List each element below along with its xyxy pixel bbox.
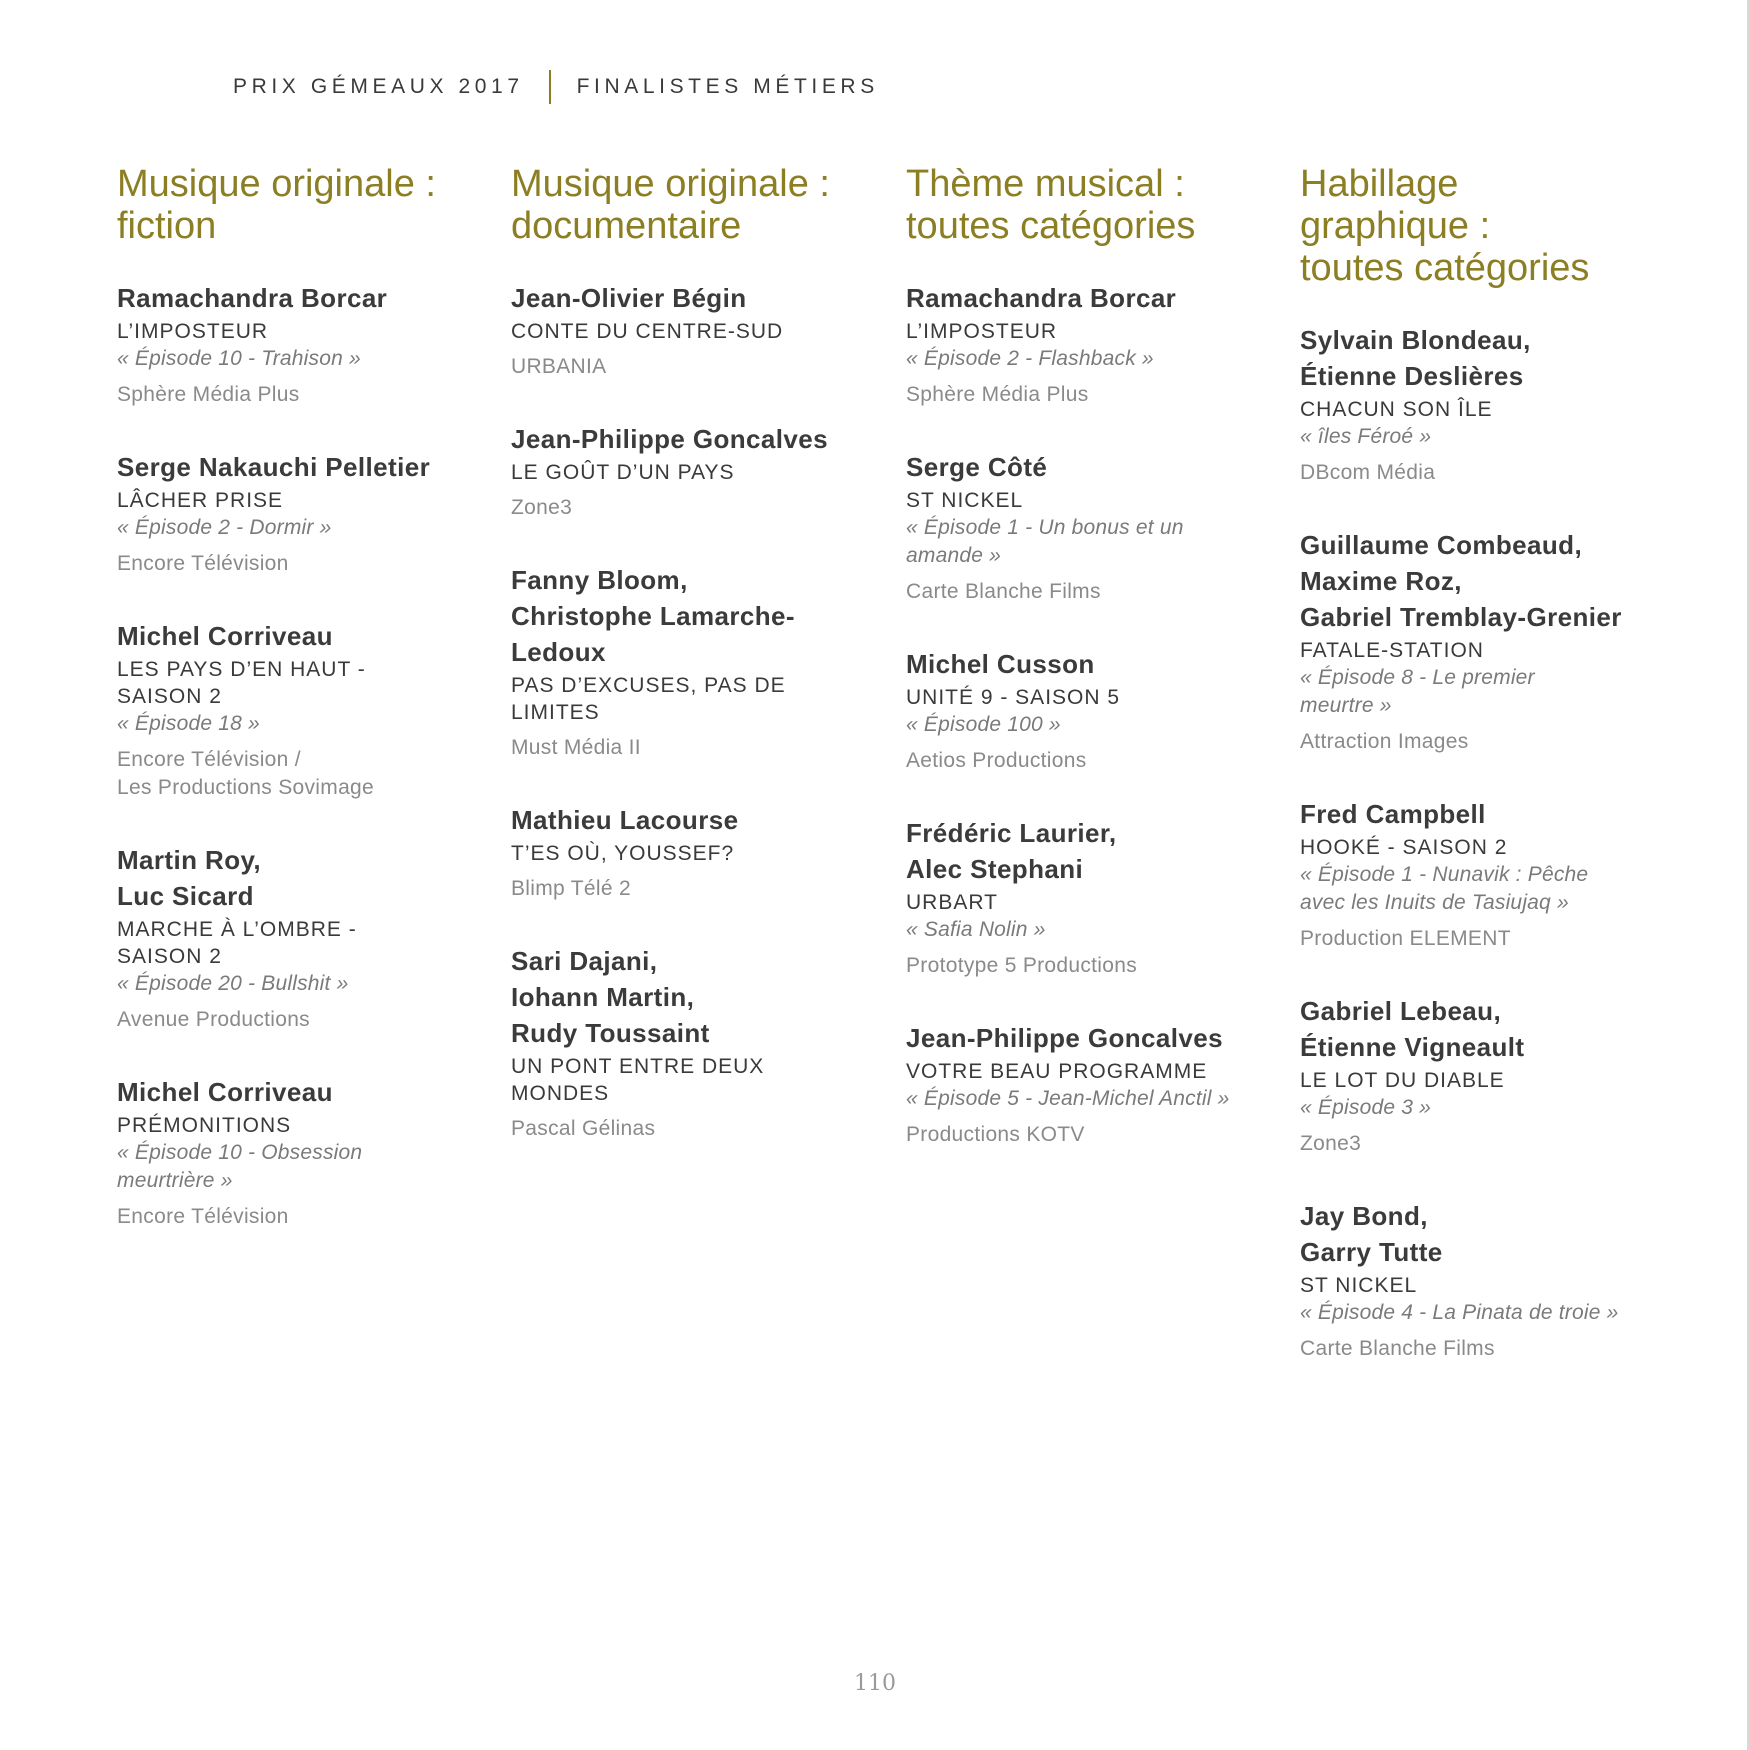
- category-title-line: Habillage: [1300, 163, 1459, 205]
- finalist-name-line: Iohann Martin,: [511, 982, 695, 1012]
- finalist-name: [117, 842, 487, 914]
- finalist-name: [1300, 527, 1670, 635]
- finalist-entry: [906, 815, 1276, 980]
- show-title: [117, 656, 487, 710]
- finalist-name-line: Sari Dajani,: [511, 946, 658, 976]
- finalist-name-line: Christophe Lamarche-: [511, 601, 795, 631]
- show-title-line: CHACUN SON ÎLE: [1300, 398, 1493, 421]
- show-title-line: UNITÉ 9 - SAISON 5: [906, 686, 1121, 709]
- finalist-name: [906, 449, 1276, 485]
- finalist-name-line: Serge Nakauchi Pelletier: [117, 452, 431, 482]
- category-column: [906, 163, 1276, 1189]
- show-title-line: LE LOT DU DIABLE: [1300, 1069, 1505, 1092]
- finalist-entry: [906, 1020, 1276, 1149]
- finalist-entry: [1300, 527, 1670, 756]
- episode-title: [1300, 1299, 1670, 1327]
- finalist-name-line: Michel Corriveau: [117, 621, 333, 651]
- finalist-name: [906, 280, 1276, 316]
- finalist-name: [511, 421, 881, 457]
- show-title-line: HOOKÉ - SAISON 2: [1300, 836, 1508, 859]
- finalist-entry: [117, 1074, 487, 1231]
- header-divider: [549, 70, 551, 104]
- finalist-entry: [1300, 322, 1670, 487]
- show-title-line: UN PONT ENTRE DEUX: [511, 1055, 765, 1078]
- category-title-line: fiction: [117, 205, 217, 247]
- production-company: [1300, 1335, 1670, 1363]
- show-title-line: PRÉMONITIONS: [117, 1114, 292, 1137]
- finalist-name-line: Gabriel Lebeau,: [1300, 996, 1502, 1026]
- finalist-name-line: Luc Sicard: [117, 881, 254, 911]
- show-title: [1300, 1272, 1670, 1299]
- show-title: [117, 916, 487, 970]
- finalist-name-line: Jean-Philippe Goncalves: [511, 424, 828, 454]
- finalist-entry: [1300, 993, 1670, 1158]
- show-title-line: L’IMPOSTEUR: [906, 320, 1058, 343]
- finalist-entry: [511, 802, 881, 903]
- episode-title: [906, 345, 1276, 373]
- production-company: [906, 952, 1276, 980]
- finalist-entry: [511, 280, 881, 381]
- finalist-name-line: Guillaume Combeaud,: [1300, 530, 1583, 560]
- finalist-name-line: Michel Corriveau: [117, 1077, 333, 1107]
- show-title-line: SAISON 2: [117, 685, 222, 708]
- production-company: [117, 746, 487, 802]
- episode-title-line: « Safia Nolin »: [906, 918, 1046, 941]
- show-title: [511, 318, 881, 345]
- category-title: [511, 163, 881, 247]
- episode-title: [1300, 423, 1670, 451]
- category-column: [511, 163, 881, 1183]
- finalist-name-line: Martin Roy,: [117, 845, 262, 875]
- production-company-line: Prototype 5 Productions: [906, 954, 1138, 977]
- show-title-line: ST NICKEL: [906, 489, 1024, 512]
- episode-title-line: « Épisode 10 - Trahison »: [117, 347, 361, 370]
- production-company: [1300, 728, 1670, 756]
- production-company-line: URBANIA: [511, 355, 607, 378]
- episode-title: [117, 514, 487, 542]
- episode-title: [906, 916, 1276, 944]
- category-column: [117, 163, 487, 1271]
- production-company-line: Les Productions Sovimage: [117, 776, 375, 799]
- production-company-line: Carte Blanche Films: [1300, 1337, 1495, 1360]
- episode-title-line: « Épisode 2 - Flashback »: [906, 347, 1154, 370]
- finalist-name-line: Michel Cusson: [906, 649, 1095, 679]
- production-company-line: Aetios Productions: [906, 749, 1087, 772]
- finalist-name: [906, 646, 1276, 682]
- production-company-line: Attraction Images: [1300, 730, 1469, 753]
- show-title-line: MONDES: [511, 1082, 610, 1105]
- finalist-entry: [511, 943, 881, 1143]
- production-company: [511, 353, 881, 381]
- finalist-entry: [906, 449, 1276, 606]
- finalist-name-line: Étienne Deslières: [1300, 361, 1524, 391]
- episode-title-line: avec les Inuits de Tasiujaq »: [1300, 891, 1569, 914]
- episode-title-line: meurtre »: [1300, 694, 1392, 717]
- finalist-name: [511, 943, 881, 1051]
- episode-title-line: meurtrière »: [117, 1169, 233, 1192]
- finalist-name: [511, 562, 881, 670]
- production-company-line: Production ELEMENT: [1300, 927, 1511, 950]
- show-title: [906, 684, 1276, 711]
- finalist-entry: [906, 280, 1276, 409]
- production-company-line: Sphère Média Plus: [117, 383, 300, 406]
- episode-title-line: « Épisode 1 - Nunavik : Pêche: [1300, 863, 1589, 886]
- episode-title: [1300, 1094, 1670, 1122]
- show-title: [511, 840, 881, 867]
- category-title: [1300, 163, 1670, 289]
- finalist-name: [1300, 1198, 1670, 1270]
- category-title-line: Musique originale :: [511, 163, 830, 205]
- show-title: [511, 672, 881, 726]
- episode-title: [117, 970, 487, 998]
- production-company: [511, 1115, 881, 1143]
- production-company-line: Carte Blanche Films: [906, 580, 1101, 603]
- finalist-name: [906, 1020, 1276, 1056]
- finalist-name-line: Jay Bond,: [1300, 1201, 1428, 1231]
- show-title-line: LES PAYS D’EN HAUT -: [117, 658, 366, 681]
- production-company-line: Sphère Média Plus: [906, 383, 1089, 406]
- category-title-line: toutes catégories: [1300, 247, 1590, 289]
- finalist-name: [117, 449, 487, 485]
- category-title-line: documentaire: [511, 205, 742, 247]
- header-section: FINALISTES MÉTIERS: [576, 75, 879, 98]
- production-company: [1300, 459, 1670, 487]
- finalist-name-line: Maxime Roz,: [1300, 566, 1462, 596]
- show-title-line: ST NICKEL: [1300, 1274, 1418, 1297]
- finalist-name: [511, 802, 881, 838]
- episode-title: [117, 345, 487, 373]
- production-company: [906, 578, 1276, 606]
- production-company-line: Must Média II: [511, 736, 641, 759]
- finalist-name: [117, 618, 487, 654]
- finalist-entry: [511, 562, 881, 762]
- category-title: [117, 163, 487, 247]
- category-title: [906, 163, 1276, 247]
- episode-title-line: « Épisode 2 - Dormir »: [117, 516, 332, 539]
- production-company: [1300, 925, 1670, 953]
- show-title-line: CONTE DU CENTRE-SUD: [511, 320, 784, 343]
- episode-title: [117, 1139, 487, 1195]
- production-company: [117, 550, 487, 578]
- production-company-line: Zone3: [511, 496, 573, 519]
- show-title: [906, 487, 1276, 514]
- episode-title: [1300, 861, 1670, 917]
- category-title-line: Musique originale :: [117, 163, 436, 205]
- episode-title-line: « Épisode 1 - Un bonus et un: [906, 516, 1184, 539]
- production-company-line: Encore Télévision: [117, 552, 289, 575]
- finalist-name: [906, 815, 1276, 887]
- production-company: [906, 747, 1276, 775]
- episode-title-line: « Épisode 5 - Jean-Michel Anctil »: [906, 1087, 1230, 1110]
- finalist-name-line: Fanny Bloom,: [511, 565, 688, 595]
- episode-title-line: « îles Féroé »: [1300, 425, 1432, 448]
- finalist-name-line: Fred Campbell: [1300, 799, 1486, 829]
- show-title-line: URBART: [906, 891, 998, 914]
- finalist-name-line: Sylvain Blondeau,: [1300, 325, 1531, 355]
- episode-title-line: « Épisode 10 - Obsession: [117, 1141, 363, 1164]
- show-title: [1300, 834, 1670, 861]
- finalist-name: [511, 280, 881, 316]
- show-title: [511, 1053, 881, 1107]
- finalist-name-line: Alec Stephani: [906, 854, 1084, 884]
- episode-title-line: « Épisode 20 - Bullshit »: [117, 972, 349, 995]
- finalist-name: [1300, 322, 1670, 394]
- production-company: [117, 1006, 487, 1034]
- show-title: [117, 1112, 487, 1139]
- show-title-line: T’ES OÙ, YOUSSEF?: [511, 842, 735, 865]
- finalist-entry: [1300, 796, 1670, 953]
- header-publication: PRIX GÉMEAUX 2017: [233, 75, 524, 98]
- production-company: [906, 1121, 1276, 1149]
- episode-title-line: amande »: [906, 544, 1002, 567]
- finalist-entry: [117, 449, 487, 578]
- category-title-line: Thème musical :: [906, 163, 1185, 205]
- production-company: [117, 381, 487, 409]
- production-company-line: Encore Télévision: [117, 1205, 289, 1228]
- finalist-entry: [906, 646, 1276, 775]
- production-company: [511, 494, 881, 522]
- show-title: [906, 318, 1276, 345]
- finalist-entry: [1300, 1198, 1670, 1363]
- episode-title-line: « Épisode 18 »: [117, 712, 260, 735]
- finalist-name: [1300, 993, 1670, 1065]
- finalist-name-line: Mathieu Lacourse: [511, 805, 739, 835]
- finalist-entry: [117, 280, 487, 409]
- running-header: [233, 70, 879, 104]
- production-company-line: Productions KOTV: [906, 1123, 1085, 1146]
- finalist-name: [117, 280, 487, 316]
- show-title-line: L’IMPOSTEUR: [117, 320, 269, 343]
- production-company-line: DBcom Média: [1300, 461, 1436, 484]
- show-title: [117, 318, 487, 345]
- show-title-line: SAISON 2: [117, 945, 222, 968]
- finalist-entry: [117, 618, 487, 802]
- show-title-line: LIMITES: [511, 701, 600, 724]
- production-company: [511, 734, 881, 762]
- show-title-line: FATALE-STATION: [1300, 639, 1484, 662]
- finalist-name-line: Jean-Olivier Bégin: [511, 283, 747, 313]
- show-title-line: LÂCHER PRISE: [117, 489, 284, 512]
- finalist-name-line: Serge Côté: [906, 452, 1048, 482]
- show-title: [511, 459, 881, 486]
- episode-title: [1300, 664, 1670, 720]
- production-company-line: Avenue Productions: [117, 1008, 310, 1031]
- show-title-line: VOTRE BEAU PROGRAMME: [906, 1060, 1208, 1083]
- episode-title-line: « Épisode 4 - La Pinata de troie »: [1300, 1301, 1619, 1324]
- finalist-name: [1300, 796, 1670, 832]
- production-company-line: Zone3: [1300, 1132, 1362, 1155]
- finalist-name-line: Garry Tutte: [1300, 1237, 1443, 1267]
- episode-title-line: « Épisode 3 »: [1300, 1096, 1432, 1119]
- episode-title-line: « Épisode 100 »: [906, 713, 1061, 736]
- show-title: [1300, 1067, 1670, 1094]
- show-title-line: MARCHE À L’OMBRE -: [117, 918, 357, 941]
- show-title: [1300, 396, 1670, 423]
- production-company-line: Encore Télévision /: [117, 748, 301, 771]
- finalist-name-line: Gabriel Tremblay-Grenier: [1300, 602, 1622, 632]
- finalist-name: [117, 1074, 487, 1110]
- show-title-line: PAS D’EXCUSES, PAS DE: [511, 674, 786, 697]
- show-title-line: LE GOÛT D’UN PAYS: [511, 461, 735, 484]
- production-company-line: Pascal Gélinas: [511, 1117, 656, 1140]
- production-company: [1300, 1130, 1670, 1158]
- show-title: [1300, 637, 1670, 664]
- finalist-name-line: Ledoux: [511, 637, 606, 667]
- production-company: [906, 381, 1276, 409]
- finalist-name-line: Rudy Toussaint: [511, 1018, 710, 1048]
- finalist-name-line: Frédéric Laurier,: [906, 818, 1117, 848]
- category-title-line: graphique :: [1300, 205, 1491, 247]
- episode-title: [117, 710, 487, 738]
- finalist-name-line: Étienne Vigneault: [1300, 1032, 1525, 1062]
- episode-title: [906, 1085, 1276, 1113]
- finalist-entry: [511, 421, 881, 522]
- category-title-line: toutes catégories: [906, 205, 1196, 247]
- finalist-name-line: Ramachandra Borcar: [906, 283, 1177, 313]
- show-title: [906, 1058, 1276, 1085]
- episode-title: [906, 711, 1276, 739]
- category-column: [1300, 163, 1670, 1403]
- production-company: [117, 1203, 487, 1231]
- show-title: [906, 889, 1276, 916]
- finalist-name-line: Jean-Philippe Goncalves: [906, 1023, 1223, 1053]
- show-title: [117, 487, 487, 514]
- finalist-name-line: Ramachandra Borcar: [117, 283, 388, 313]
- episode-title: [906, 514, 1276, 570]
- production-company-line: Blimp Télé 2: [511, 877, 631, 900]
- production-company: [511, 875, 881, 903]
- page-number: 110: [854, 1671, 896, 1696]
- episode-title-line: « Épisode 8 - Le premier: [1300, 666, 1535, 689]
- finalist-entry: [117, 842, 487, 1034]
